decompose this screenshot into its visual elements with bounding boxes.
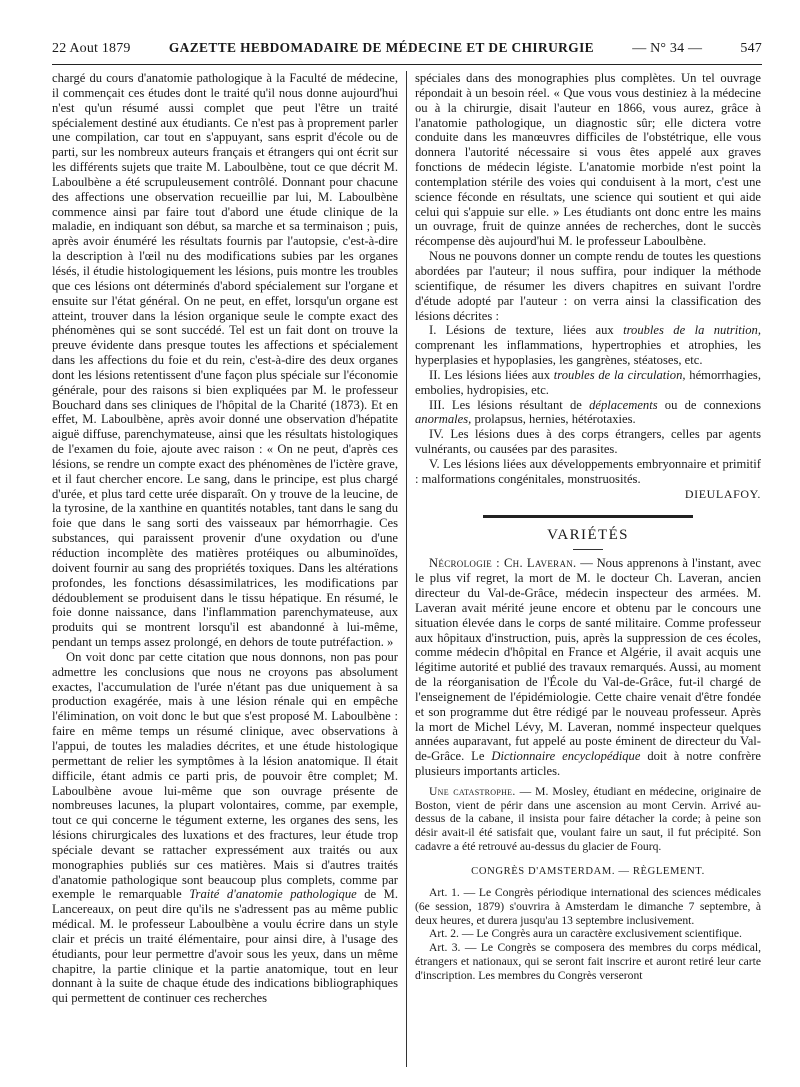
- text-run: — M. Mosley, étudiant en médecine, originaire de Boston, vient de périr dans une ascension au mont Cervin. Arrivé au-dessus de la cabane, il insista pour faire détacher la corde; à peine son désir avait-il été satisfait que, voulant faire un saut, il fut précipité. Son cadavre a été retrouvé au-dessus du glacier de Fourq.: [415, 784, 761, 853]
- list-item: [415, 368, 761, 398]
- list-item: [415, 398, 761, 428]
- paragraph: [415, 785, 761, 854]
- paragraph: Nous ne pouvons donner un compte rendu de toutes les questions abordées par l'auteur; il nous suffira, pour indiquer la méthode scientifique, de résumer les divers chapitres en suivant l'ordre d'étude adopté par l'auteur : on verra ainsi la classification des lésions décrites :: [415, 249, 761, 323]
- header-rule: [52, 64, 762, 65]
- title-rule: [573, 549, 603, 550]
- list-item: V. Les lésions liées aux développements embryonnaire et primitif : malformations congénitales, monstruosités.: [415, 456, 761, 486]
- list-item: [415, 323, 761, 368]
- italic-title: Dictionnaire encyclopédique: [491, 749, 641, 764]
- subsection-title: CONGRÈS D'AMSTERDAM. — RÈGLEMENT.: [471, 866, 705, 878]
- text-run: III. Les lésions résultant de: [429, 397, 590, 412]
- italic-text: anormales,: [415, 412, 472, 427]
- italic-text: troubles de la circulation,: [553, 367, 686, 382]
- running-head: [52, 40, 762, 60]
- text-run: — Nous apprenons à l'instant, avec le plus vif regret, la mort de M. le docteur Ch. Laveran, ancien directeur du Val-de-Grâce, médecin inspecteur des armées. M. Laveran avait mérité jeune encore et obtenu par le concours une situation élevée dans le corps de santé militaire. Comme professeur aux hôpitaux d'instruction, puis, après la suppression de ces écoles, comme médecin d'hôpital en France et Algérie, il avait acquis une légitime autorité et publié des travaux remarqués. Aussi, au moment de la réorganisation de l'École du Val-de-Grâce, fut-il chargé de l'enseignement de l'épidémiologie. Cette chaire venait d'être fondée et son programme dut être rédigé par le nouveau professeur. Après la mort de Michel Lévy, M. Laveran, nommé inspecteur quelques années auparavant, fut appelé au poste éminent de directeur du Val-de-Grâce. Le: [415, 556, 761, 764]
- paragraph: chargé du cours d'anatomie pathologique à la Faculté de médecine, il commençait ces études dont le traité qu'il nous donne aujourd'hui n'est qu'un résumé aussi complet que peut l'être un traité spécialement destiné aux étudiants. Ce n'est pas à proprement parler une compilation, car tout en s'appuyant, sans esprit d'école ou de parti, sur les nombreux auteurs français et étrangers qui ont écrit sur les différents sujets que traite M. Laboulbène, tout ce que décrit M. Laboulbène a été scrupuleusement contrôlé. Donnant pour chacune des affections une observation recueillie par lui, M. Laboulbène commence ainsi par faire tout d'abord une étude clinique de la maladie, en indiquant son début, sa marche et sa terminaison ; puis, après avoir énuméré les résultats fournis par l'autopsie, c'est-à-dire la description à l'œil nu des modifications subies par les organes lésés, il étudie histologiquement les lésions, puis montre les troubles que ces lésions ont déterminés d'abord spécialement sur l'organe et ensuite sur l'état général. On ne peut, en effet, lorsqu'un organe est atteint, trouver dans la lésion organique seule le compte exact des phénomènes qui se sont succédé. Tel est un fait dont on trouve la preuve évidente dans presque toutes les affections et spécialement dans les affections du foie et du rein, c'est-à-dire des deux organes dont les lésions retentissent d'une façon plus spéciale sur l'économie générale, pour des raisons si bien expliquées par M. le professeur Bouchard dans ses cliniques de l'hôpital de la Charité (1873). Et en effet, M. Laboulbène, après avoir donné une observation d'hépatite aiguë diffuse, parenchymateuse, ainsi que les résultats histologiques de l'examen du foie, ajoute avec raison : « On ne peut, d'après ces lésions, se rendre un compte exact des phénomènes de l'ictère grave, et il faut chercher encore. Le sang, dans le principe, est plus chargé d'urée, et plus tard cette urée disparaît. On y trouve de la leucine, de la tyrosine, de la xanthine en quantités notables, tant dans le sang du foie que dans le sang sorti des vaisseaux par hémorrhagie. Ces substances, qui paraissent provenir d'une oxydation ou d'une réduction incomplète des matières protéiques ou albuminoïdes, doivent fournir au sang des propriétés toxiques. Dans les altérations profondes, les fonctions désassimilatrices, les modifications par dédoublement se produisent dans le tissu hépatique. En résumé, le foie donne naissance, dans l'inflammation parenchymateuse, aux produits qui se montrent lorsqu'il est abandonné à lui-même, pendant un temps assez prolongé, en dehors de toute putréfaction. »: [52, 71, 398, 650]
- left-column: [52, 71, 398, 1071]
- ornamental-rule: [415, 515, 761, 518]
- paragraph: [415, 556, 761, 779]
- text-run: ou de connexions: [657, 397, 761, 412]
- text-run: I. Lésions de texture, liées aux: [429, 323, 624, 338]
- paragraph: spéciales dans des monographies plus complètes. Un tel ouvrage répondait à un besoin réel. « Que vous vous destiniez à la médecine ou à la chirurgie, disait l'auteur en 1866, vous aurez, grâce à l'anatomie pathologique, un diagnostic sûr; elle dictera votre conduite dans les manœuvres difficiles de l'obstétrique, elle vous donnera l'autorité nécessaire si vous êtes appelé aux graves fonctions de médecin légiste. L'anatomie morbide n'est point la contemplation stérile des voies qui conduisent à la mort, c'est une science féconde en résultats, une science qui soutient et qui aide celui qui s'appuie sur elle. » Les étudiants ont donc entre les mains un ouvrage, fruit de quinze années de recherches, dont le succès récompense dès aujourd'hui M. le professeur Laboulbène.: [415, 71, 761, 249]
- journal-title: GAZETTE HEBDOMADAIRE DE MÉDECINE ET DE CHIRURGIE: [168, 40, 595, 55]
- text-run: II. Les lésions liées aux: [429, 367, 554, 382]
- issue-number: — N° 34 —: [632, 41, 703, 56]
- right-column: [407, 71, 761, 1071]
- text-run: On voit donc par cette citation que nous donnons, non pas pour admettre les conclusions que nous ne croyons pas absolument exactes, l'accumulation de l'urée n'étant pas due uniquement à sa production exagérée, mais à une lésion rénale qui en empêche l'élimination, on voit donc le but que s'est proposé M. Laboulbène : faire en même temps un résumé clinique, avec observations à l'appui, de toutes les maladies décrites, et une étude histologique permettant de relier les symptômes à la lésion anatomique. Il était difficile, étant admis ce parti pris, de pouvoir être complet; M. Laboulbène avoue lui-même que son ouvrage présente de nombreuses lacunes, la plupart volontaires, comme, par exemple, tout ce qui concerne le tégument externe, les organes des sens, les lésions chirurgicales des luxations et des fractures, leur étude trop spéciale devant se rattacher expressément aux traités ou aux monographies publiés sur ces matières. Mais si d'autres traités d'anatomie pathologique sont beaucoup plus complets, comme par exemple le remarquable: [52, 649, 398, 902]
- italic-text: déplacements: [589, 397, 658, 412]
- issue-date: 22 Aout 1879: [52, 41, 131, 56]
- italic-text: troubles de la nutrition,: [623, 323, 761, 338]
- text-run: hémorrhagies, embolies, hydropisies, etc.: [415, 367, 761, 397]
- section-label: Nécrologie : Ch. Laveran.: [429, 556, 577, 571]
- text-run: comprenant les inflammations, hypertrophies et atrophies, les hyperplasies et hypoplasies, les gangrènes, stéatoses, etc.: [415, 338, 761, 368]
- author-signature: DIEULAFOY.: [684, 486, 761, 501]
- text-columns: [52, 71, 762, 1071]
- text-run: de M. Lancereaux, on peut dire qu'ils ne s'adressent pas au même public médical. M. le professeur Laboulbène a voulu écrire dans un style clair et précis un traité élémentaire, pour ainsi dire, à l'usage des étudiants, pour leur permettre d'avoir sous les yeux, dans un même chapitre, la partie clinique et la partie anatomique, tout en leur donnant à la suite de chaque étude des indications bibliographiques qui permettent de continuer ces recherches: [52, 887, 398, 1006]
- section-label: Une catastrophe.: [429, 784, 516, 798]
- section-title: VARIÉTÉS: [547, 527, 629, 544]
- article-paragraph: Art. 1. — Le Congrès périodique international des sciences médicales (6e session, 1879) s'ouvrira à Amsterdam le dimanche 7 septembre, à deux heures, et durera jusqu'au 13 septembre inclusivement.: [415, 886, 761, 927]
- italic-title: Traité d'anatomie pathologique: [189, 887, 357, 902]
- rule-bar: [483, 515, 693, 518]
- text-run: prolapsus, hernies, hétérotaxies.: [471, 412, 636, 427]
- list-item: IV. Les lésions dues à des corps étrangers, celles par agents vulnérants, ou causées par des parasites.: [415, 427, 761, 457]
- paragraph: [52, 650, 398, 1006]
- article-paragraph: Art. 2. — Le Congrès aura un caractère exclusivement scientifique.: [429, 927, 742, 941]
- text-run: doit à notre confrère plusieurs importants articles.: [415, 749, 761, 779]
- page-number: 547: [740, 41, 762, 56]
- article-paragraph: Art. 3. — Le Congrès se composera des membres du corps médical, étrangers et nationaux, qui se seront fait inscrire et auront retiré leur carte d'inscription. Les membres du Congrès verseront: [415, 941, 761, 982]
